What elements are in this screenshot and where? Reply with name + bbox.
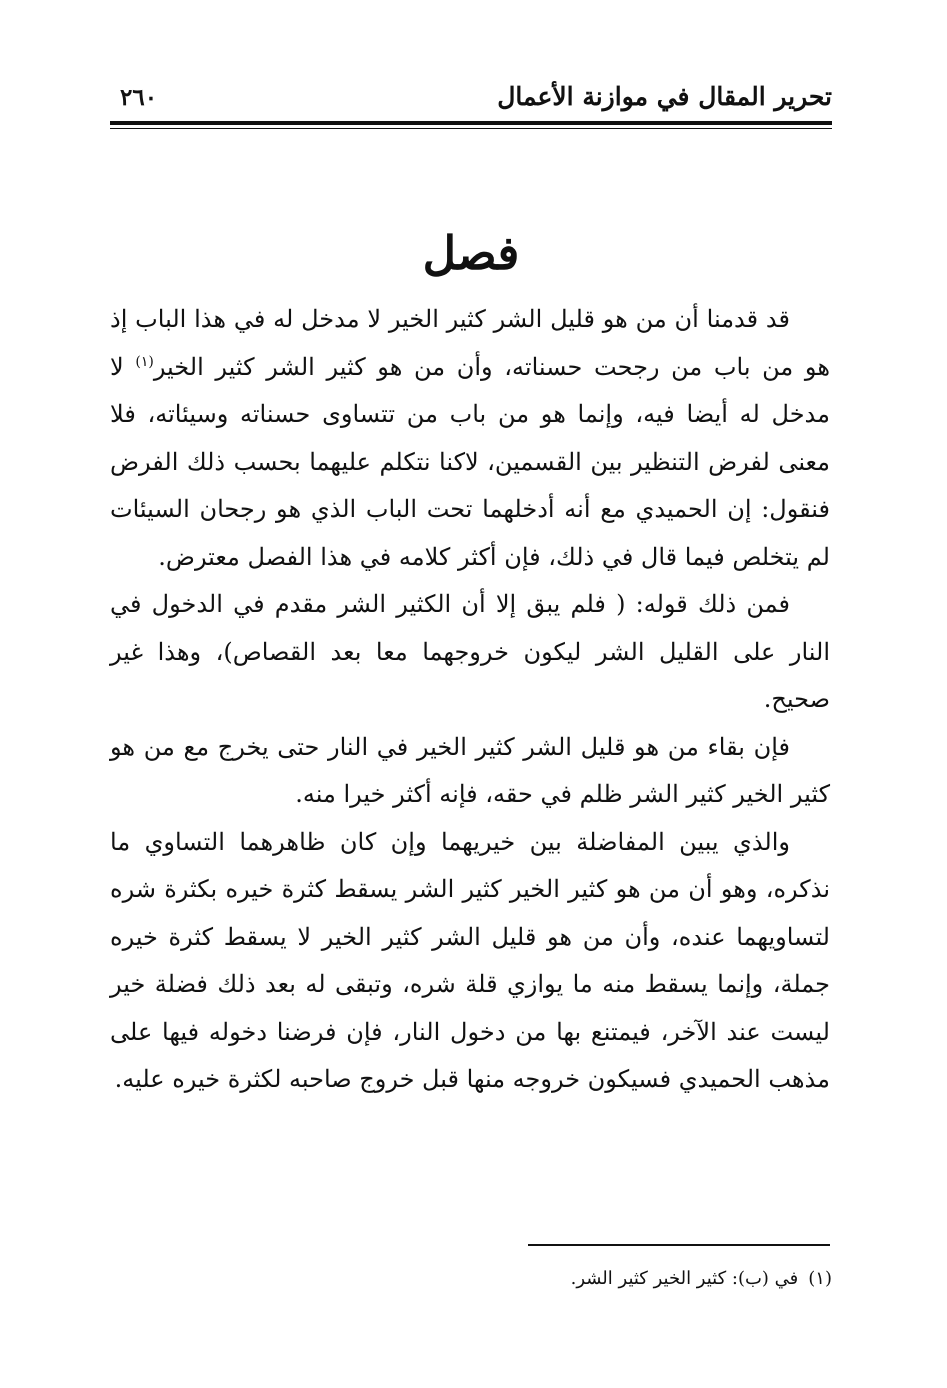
paragraph-3: فإن بقاء من هو قليل الشر كثير الخير في النار حتى يخرج مع من هو كثير الخير كثير الشر ظلم في حقه، فإنه أكثر خيرا منه.: [110, 732, 830, 808]
footnote-text: في (ب): كثير الخير كثير الشر.: [570, 1268, 799, 1289]
paragraph-1: [110, 296, 830, 581]
running-header: [110, 78, 832, 122]
body-text: [110, 296, 830, 1104]
page-number: ٢٦٠: [120, 84, 158, 111]
footnote-marker: (١): [808, 1268, 832, 1289]
paragraph-1-text-a: قد قدمنا أن من هو قليل الشر كثير الخير لا مدخل له في هذا الباب إذ هو من باب من رجحت حسناته، وأن من هو كثير الشر كثير الخير: [110, 305, 830, 381]
footnote-separator: [528, 1244, 830, 1246]
paragraph-1-text-b: لا مدخل له أيضا فيه، وإنما هو من باب من تتساوى حسناته وسيئاته، فلا معنى لفرض التنظير بين القسمين، لاكنا نتكلم عليهما بحسب ذلك الفرض فنقول: إن الحميدي مع أنه أدخلهما تحت الباب الذي هو رجحان السيئات لم يتخلص فيما قال في ذلك، فإن أكثر كلامه في هذا الفصل معترض.: [110, 352, 830, 571]
book-title: تحرير المقال في موازنة الأعمال: [497, 82, 832, 111]
paragraph-2: فمن ذلك قوله: ( فلم يبق إلا أن الكثير الشر مقدم في الدخول في النار على القليل الشر ليكون خروجهما معا بعد القصاص)، وهذا غير صحيح.: [110, 590, 830, 713]
paragraph-4: والذي يبين المفاضلة بين خيريهما وإن كان ظاهرهما التساوي ما نذكره، وهو أن من هو كثير الخير كثير الشر يسقط كثرة خيره بكثرة شره لتساويهما عنده، وأن من هو قليل الشر كثير الخير لا يسقط كثرة خيره جملة، وإنما يسقط منه ما يوازي قلة شره، وتبقى له بعد ذلك فضلة خير ليست عند الآخر، فيمتنع بها من دخول النار، فإن فرضنا دخوله فيها على مذهب الحميدي فسيكون خروجه منها قبل خروج صاحبه لكثرة خيره عليه.: [110, 827, 830, 1093]
section-heading: فصل: [422, 226, 520, 280]
footnote-reference: (١): [135, 353, 154, 370]
footnote: [110, 1264, 832, 1294]
header-rule-thick: [110, 121, 832, 125]
header-rule-thin: [110, 128, 832, 129]
